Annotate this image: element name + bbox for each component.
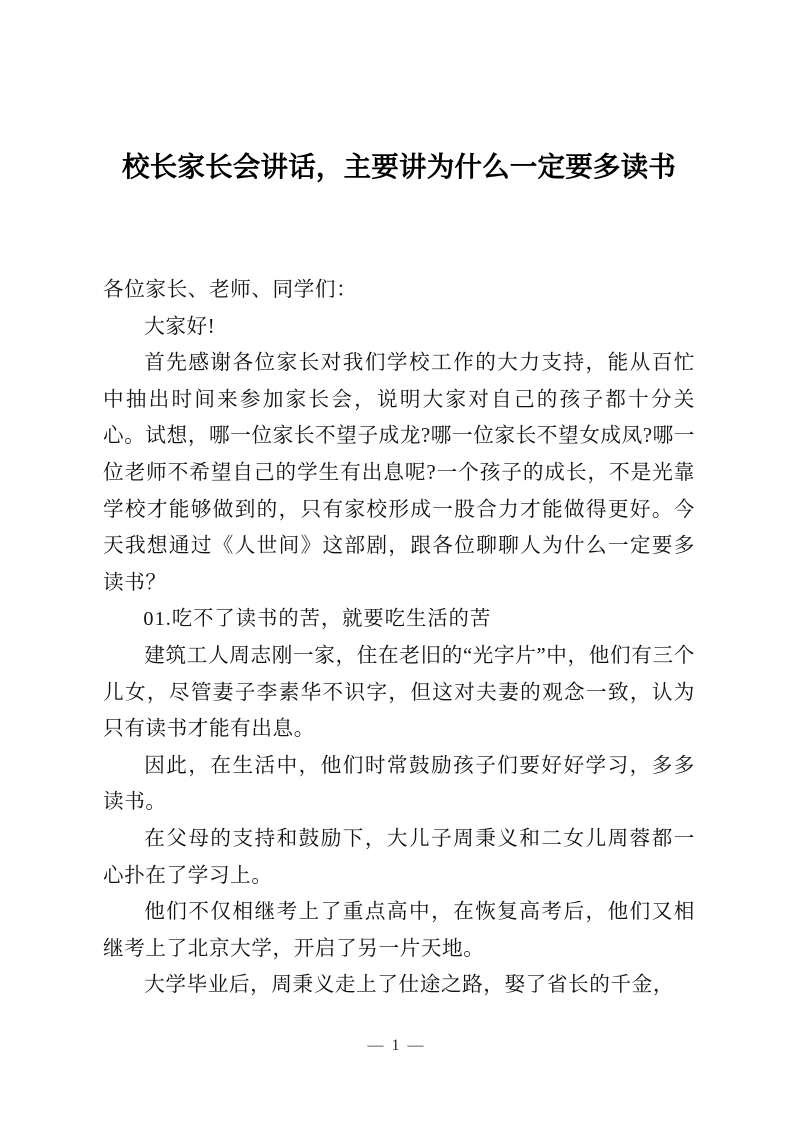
page-number-footer: — 1 — <box>367 1037 426 1054</box>
paragraph-graduation: 大学毕业后，周秉义走上了仕途之路，娶了省长的千金， <box>144 974 675 997</box>
page-title: 校长家长会讲话，主要讲为什么一定要多读书 <box>122 151 676 182</box>
salutation-line: 各位家长、老师、同学们： <box>103 279 358 301</box>
paragraph-zhou-family: 建筑工人周志刚一家，住在老旧的“光字片”中，他们有三个儿女，尽管妻子李素华不识字，但这对夫妻的观念一致，认为只有读书才能有出息。 <box>103 644 695 741</box>
paragraph-peking-university: 他们不仅相继考上了重点高中，在恢复高考后，他们又相继考上了北京大学，开启了另一片天地。 <box>103 901 695 960</box>
paragraph-intro: 首先感谢各位家长对我们学校工作的大力支持，能从百忙中抽出时间来参加家长会，说明大家对自己的孩子都十分关心。试想，哪一位家长不望子成龙?哪一位家长不望女成凤?哪一位老师不希望自己的学生有出息呢?一个孩子的成长，不是光靠学校才能够做到的，只有家校形成一股合力才能做得更好。今天我想通过《人世间》这部剧，跟各位聊聊人为什么一定要多读书？ <box>103 352 695 594</box>
greeting-line: 大家好! <box>144 315 216 338</box>
document-body <box>103 272 695 1004</box>
paragraph-children-study: 在父母的支持和鼓励下，大儿子周秉义和二女儿周蓉都一心扑在了学习上。 <box>103 827 695 887</box>
section-heading-01: 01.吃不了读书的苦，就要吃生活的苦 <box>143 608 492 631</box>
paragraph-encourage: 因此，在生活中，他们时常鼓励孩子们要好好学习，多多读书。 <box>103 754 695 814</box>
